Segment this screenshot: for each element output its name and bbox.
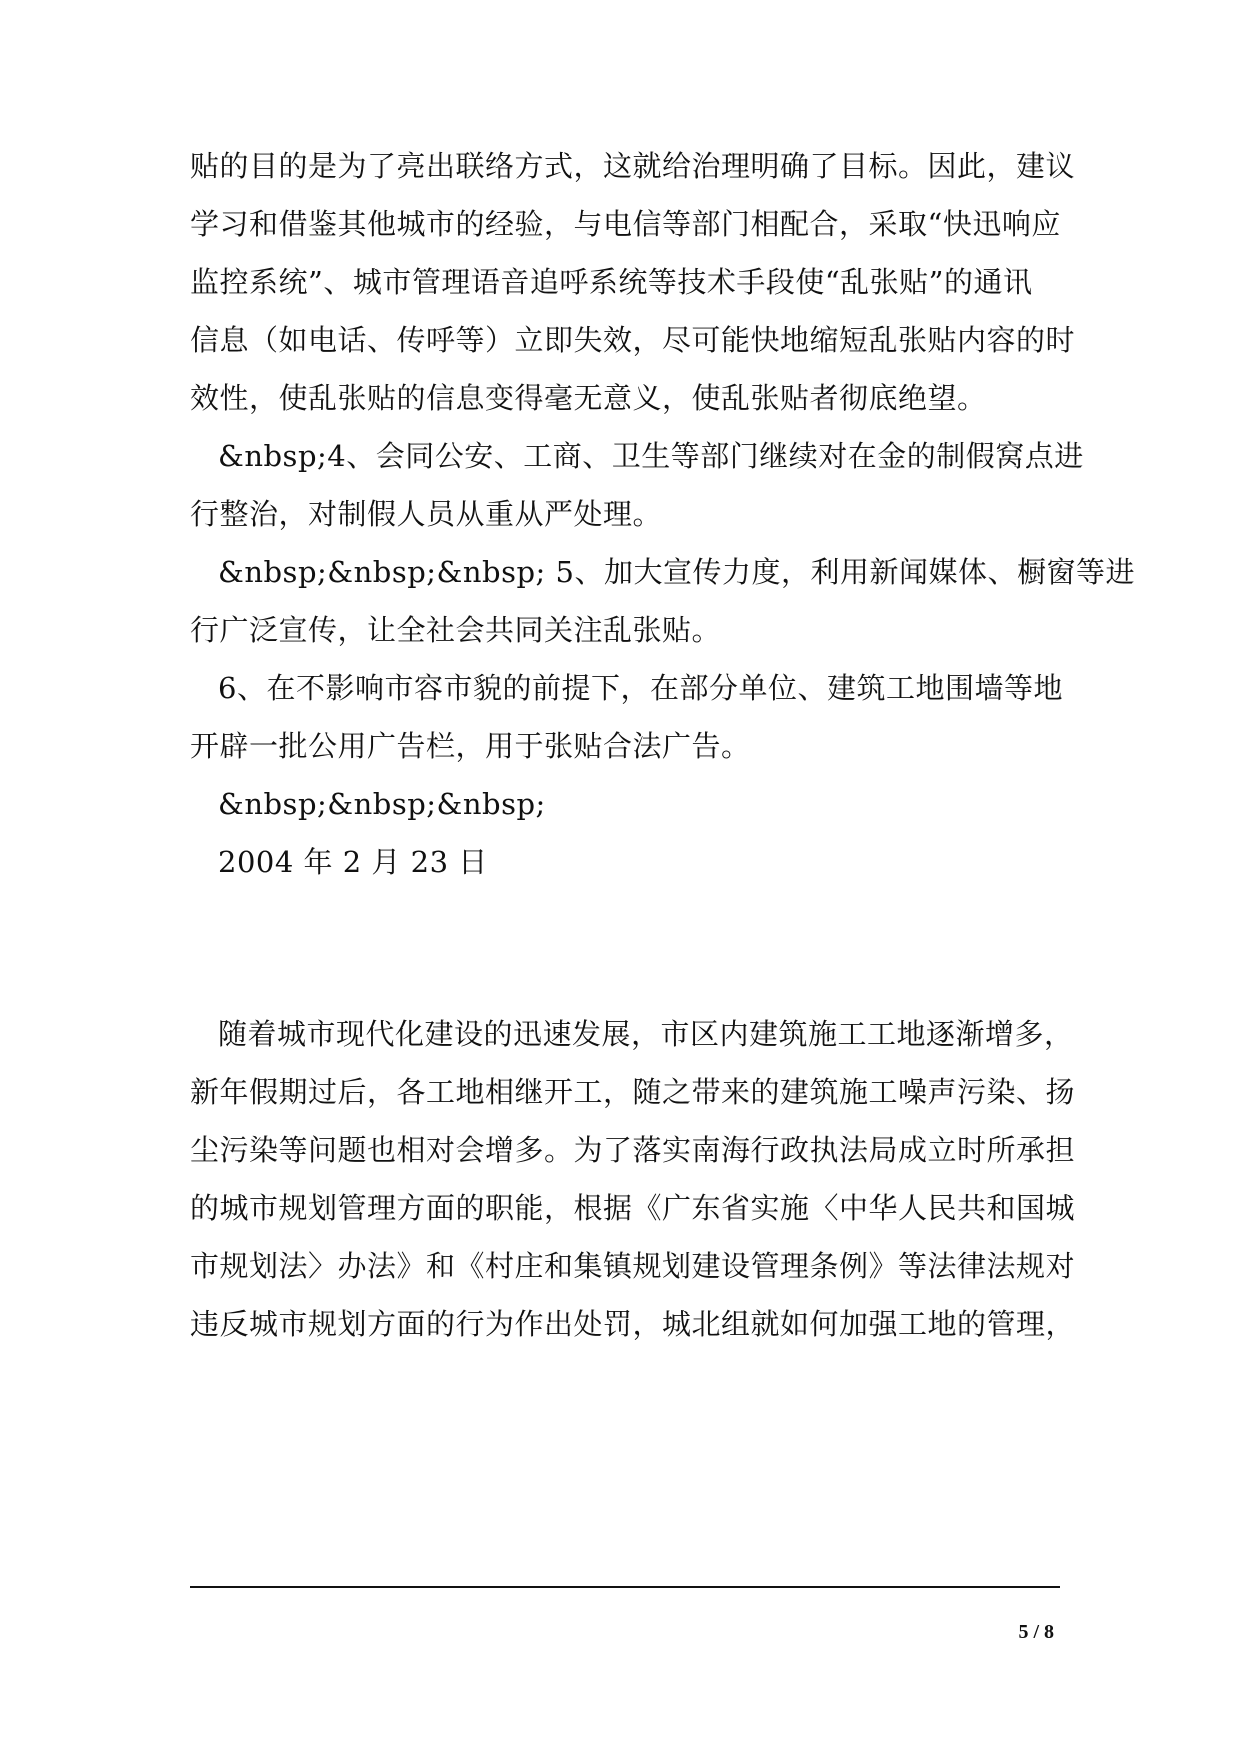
paragraph-line: 新年假期过后，各工地相继开工，随之带来的建筑施工噪声污染、扬	[190, 1075, 1076, 1109]
paragraph-line: 的城市规划管理方面的职能，根据《广东省实施〈中华人民共和国城	[190, 1191, 1076, 1225]
paragraph-line: 信息（如电话、传呼等）立即失效，尽可能快地缩短乱张贴内容的时	[190, 323, 1076, 357]
page-number: 5 / 8	[1018, 1621, 1054, 1643]
paragraph-line: 监控系统”、城市管理语音追呼系统等技术手段使“乱张贴”的通讯	[190, 265, 1033, 299]
paragraph-line: &nbsp;4、会同公安、工商、卫生等部门继续对在金的制假窝点进	[218, 439, 1084, 473]
paragraph-line: 违反城市规划方面的行为作出处罚，城北组就如何加强工地的管理，	[190, 1307, 1076, 1341]
paragraph-line: &nbsp;&nbsp;&nbsp; 5、加大宣传力度，利用新闻媒体、橱窗等进	[218, 555, 1135, 589]
date-line: 2004 年 2 月 23 日	[218, 845, 488, 879]
paragraph-line: 学习和借鉴其他城市的经验，与电信等部门相配合，采取“快迅响应	[190, 207, 1061, 241]
paragraph-line: 尘污染等问题也相对会增多。为了落实南海行政执法局成立时所承担	[190, 1133, 1076, 1167]
footer-divider	[190, 1586, 1060, 1588]
paragraph-line: 6、在不影响市容市貌的前提下，在部分单位、建筑工地围墙等地	[218, 671, 1063, 705]
paragraph-line: &nbsp;&nbsp;&nbsp;	[218, 787, 546, 821]
paragraph-line: 随着城市现代化建设的迅速发展，市区内建筑施工工地逐渐增多，	[218, 1017, 1074, 1051]
paragraph-line: 贴的目的是为了亮出联络方式，这就给治理明确了目标。因此，建议	[190, 149, 1076, 183]
paragraph-line: 行广泛宣传，让全社会共同关注乱张贴。	[190, 613, 722, 647]
paragraph-line: 效性，使乱张贴的信息变得毫无意义，使乱张贴者彻底绝望。	[190, 381, 987, 415]
paragraph-line: 行整治，对制假人员从重从严处理。	[190, 497, 663, 531]
paragraph-line: 开辟一批公用广告栏，用于张贴合法广告。	[190, 729, 751, 763]
paragraph-line: 市规划法〉办法》和《村庄和集镇规划建设管理条例》等法律法规对	[190, 1249, 1076, 1283]
